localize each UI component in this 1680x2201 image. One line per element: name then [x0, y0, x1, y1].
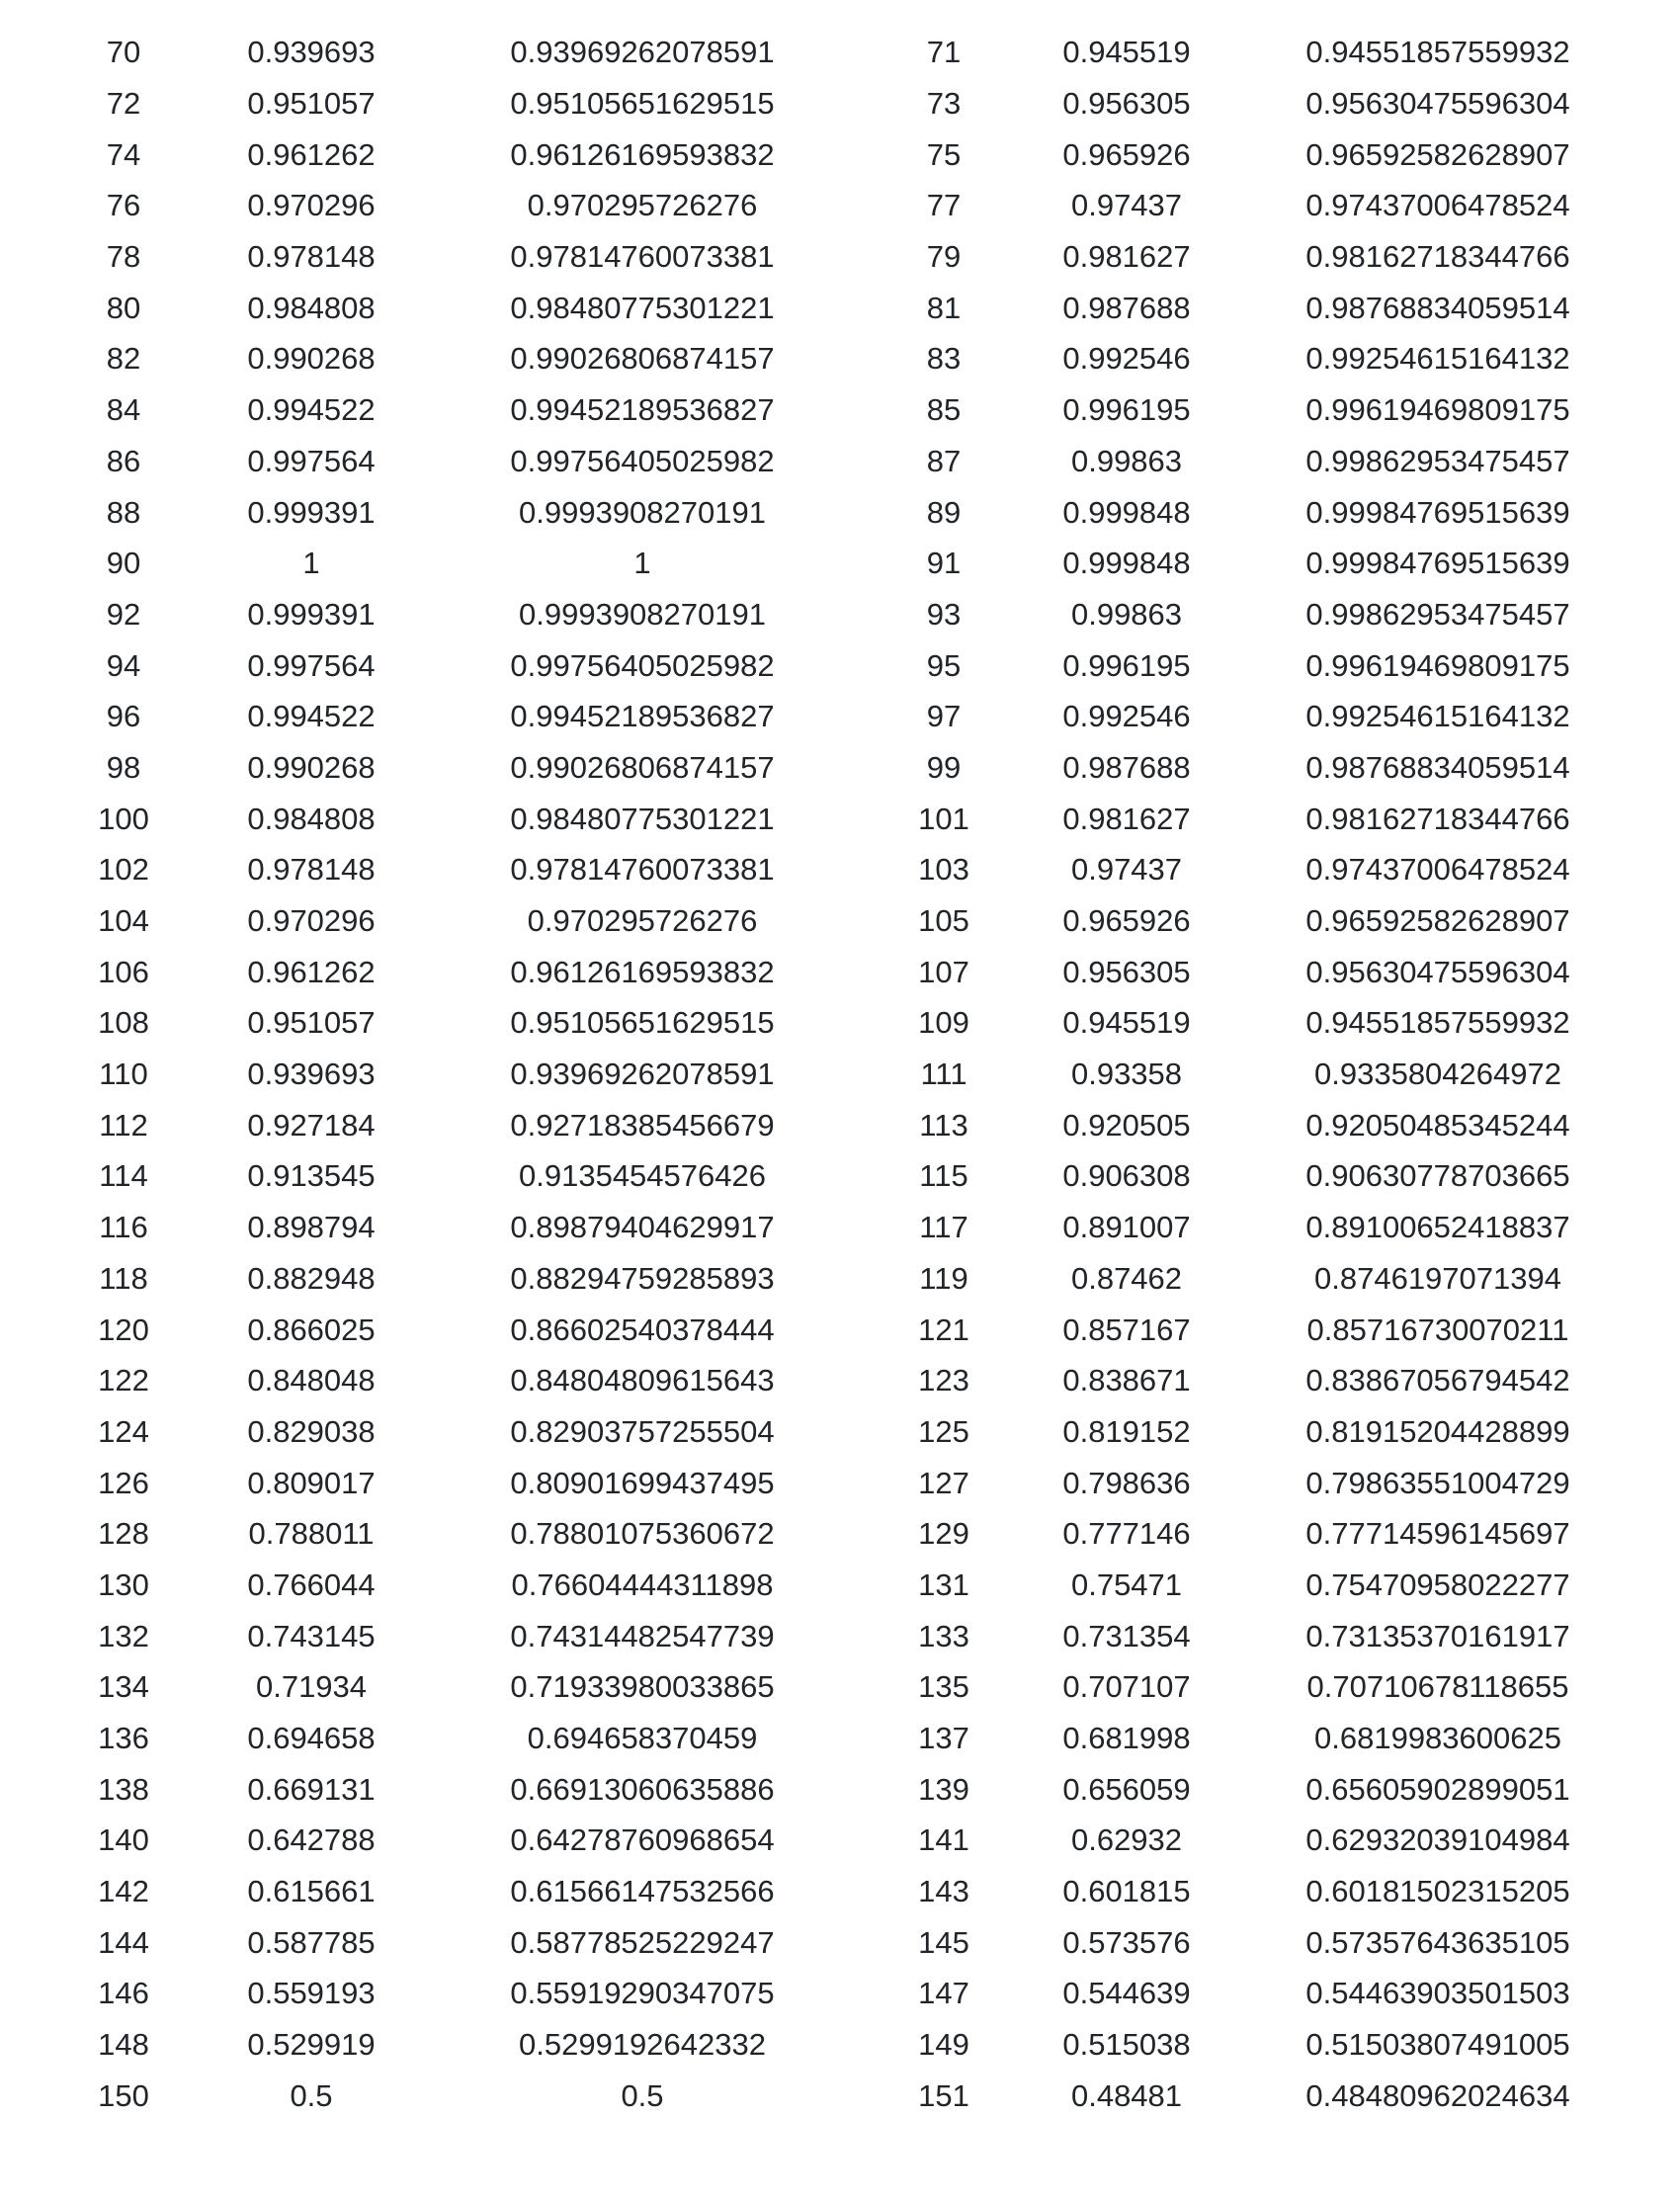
sin-full-cell-right: 0.92050485345244 [1305, 1107, 1570, 1143]
angle-cell-right: 149 [918, 2027, 969, 2063]
sin-rounded-cell-left: 0.5 [290, 2077, 333, 2113]
table-row [49, 1610, 1650, 1661]
table-row [49, 1508, 1650, 1560]
angle-cell-right: 73 [926, 86, 962, 122]
table-row [49, 793, 1650, 844]
angle-cell-left: 146 [98, 1976, 149, 2011]
angle-cell-left: 136 [98, 1721, 149, 1756]
sin-rounded-cell-left: 0.913545 [247, 1158, 376, 1194]
sin-rounded-cell-left: 0.848048 [247, 1363, 376, 1398]
angle-cell-left: 108 [98, 1005, 149, 1041]
angle-cell-left: 130 [98, 1566, 149, 1602]
sin-rounded-cell-right: 0.999848 [1062, 494, 1191, 530]
sin-rounded-cell-left: 0.999391 [247, 494, 376, 530]
sin-full-cell-right: 0.95630475596304 [1305, 954, 1570, 989]
sin-full-cell-left: 0.71933980033865 [510, 1669, 775, 1705]
table-row [49, 128, 1650, 180]
sin-full-cell-left: 0.9993908270191 [519, 596, 766, 632]
sin-full-cell-right: 0.94551857559932 [1305, 1005, 1570, 1041]
sin-rounded-cell-left: 0.961262 [247, 136, 376, 172]
sin-rounded-cell-left: 0.939693 [247, 35, 376, 70]
sin-full-cell-right: 0.99254615164132 [1305, 341, 1570, 377]
sin-rounded-cell-right: 0.956305 [1062, 86, 1191, 122]
sin-full-cell-left: 0.96126169593832 [510, 954, 775, 989]
angle-cell-right: 95 [926, 647, 962, 683]
sin-rounded-cell-right: 0.857167 [1062, 1312, 1191, 1347]
table-row [49, 1099, 1650, 1150]
angle-cell-left: 122 [98, 1363, 149, 1398]
angle-cell-left: 140 [98, 1822, 149, 1858]
sin-rounded-cell-right: 0.992546 [1062, 699, 1191, 734]
sin-rounded-cell-right: 0.999848 [1062, 546, 1191, 581]
sin-full-cell-right: 0.9335804264972 [1314, 1057, 1561, 1092]
table-row [49, 1866, 1650, 1917]
sin-rounded-cell-right: 0.965926 [1062, 903, 1191, 939]
angle-cell-left: 134 [98, 1669, 149, 1705]
angle-cell-right: 115 [919, 1158, 968, 1194]
angle-cell-left: 116 [99, 1210, 148, 1245]
table-row [49, 333, 1650, 384]
table-row [49, 1916, 1650, 1968]
table-row [49, 1713, 1650, 1764]
sin-rounded-cell-left: 0.694658 [247, 1721, 376, 1756]
sin-full-cell-right: 0.51503807491005 [1305, 2027, 1570, 2063]
table-row [49, 639, 1650, 691]
sin-full-cell-left: 0.9993908270191 [519, 494, 766, 530]
angle-cell-right: 133 [918, 1618, 969, 1653]
table-body [49, 27, 1650, 2121]
sin-full-cell-left: 0.98480775301221 [510, 290, 775, 325]
angle-cell-right: 91 [926, 546, 962, 581]
sin-full-cell-right: 0.6819983600625 [1314, 1721, 1561, 1756]
angle-cell-right: 127 [918, 1465, 969, 1500]
sin-rounded-cell-right: 0.48481 [1070, 2077, 1183, 2113]
sin-full-cell-right: 0.83867056794542 [1305, 1363, 1570, 1398]
angle-cell-left: 110 [99, 1057, 148, 1092]
sin-full-cell-right: 0.94551857559932 [1305, 35, 1570, 70]
sin-full-cell-right: 0.62932039104984 [1305, 1822, 1570, 1858]
sin-rounded-cell-left: 0.743145 [247, 1618, 376, 1653]
sin-full-cell-left: 0.76604444311898 [511, 1566, 774, 1602]
sin-full-cell-left: 0.97814760073381 [510, 239, 775, 275]
angle-cell-right: 137 [918, 1721, 969, 1756]
angle-cell-right: 85 [926, 392, 962, 428]
angle-cell-right: 125 [918, 1413, 969, 1449]
sin-rounded-cell-left: 0.615661 [247, 1874, 376, 1909]
sin-rounded-cell-right: 0.93358 [1070, 1057, 1183, 1092]
sin-rounded-cell-right: 0.992546 [1062, 341, 1191, 377]
table-row [49, 1763, 1650, 1815]
sin-full-cell-right: 0.48480962024634 [1305, 2077, 1570, 2113]
angle-cell-left: 118 [99, 1260, 148, 1296]
sine-value-table-page [0, 27, 1680, 2201]
angle-cell-right: 111 [920, 1057, 967, 1092]
table-row [49, 1049, 1650, 1100]
sin-rounded-cell-left: 0.642788 [247, 1822, 376, 1858]
sin-full-cell-right: 0.96592582628907 [1305, 136, 1570, 172]
sin-full-cell-left: 0.97814760073381 [510, 852, 775, 888]
sin-rounded-cell-right: 0.798636 [1062, 1465, 1191, 1500]
angle-cell-right: 135 [918, 1669, 969, 1705]
sin-full-cell-left: 0.5299192642332 [519, 2027, 766, 2063]
sin-full-cell-left: 0.694658370459 [527, 1721, 758, 1756]
angle-cell-right: 99 [926, 749, 962, 785]
sin-rounded-cell-left: 0.997564 [247, 443, 376, 478]
angle-cell-left: 144 [98, 1924, 149, 1960]
table-row [49, 1406, 1650, 1458]
sin-full-cell-left: 0.99756405025982 [510, 647, 775, 683]
sin-rounded-cell-right: 0.515038 [1062, 2027, 1191, 2063]
sin-full-cell-right: 0.99619469809175 [1305, 392, 1570, 428]
angle-cell-right: 87 [926, 443, 962, 478]
angle-cell-right: 107 [918, 954, 969, 989]
angle-cell-right: 147 [918, 1976, 969, 2011]
sin-rounded-cell-right: 0.956305 [1062, 954, 1191, 989]
sin-full-cell-right: 0.57357643635105 [1305, 1924, 1570, 1960]
sin-full-cell-right: 0.54463903501503 [1305, 1976, 1570, 2011]
table-row [49, 78, 1650, 129]
sin-full-cell-left: 0.99756405025982 [510, 443, 775, 478]
sin-rounded-cell-left: 0.898794 [247, 1210, 376, 1245]
angle-cell-right: 121 [918, 1312, 969, 1347]
sin-full-cell-right: 0.99619469809175 [1305, 647, 1570, 683]
sin-rounded-cell-left: 0.587785 [247, 1924, 376, 1960]
angle-cell-left: 96 [106, 699, 141, 734]
table-row [49, 691, 1650, 742]
table-row [49, 27, 1650, 78]
angle-cell-right: 119 [919, 1260, 968, 1296]
sin-rounded-cell-right: 0.891007 [1062, 1210, 1191, 1245]
sin-full-cell-right: 0.97437006478524 [1305, 852, 1570, 888]
sin-rounded-cell-right: 0.99863 [1070, 443, 1183, 478]
angle-cell-left: 76 [106, 188, 141, 223]
table-row [49, 1202, 1650, 1253]
sin-full-cell-right: 0.60181502315205 [1305, 1874, 1570, 1909]
angle-cell-left: 132 [98, 1618, 149, 1653]
sin-full-cell-right: 0.96592582628907 [1305, 903, 1570, 939]
sin-full-cell-left: 0.89879404629917 [510, 1210, 775, 1245]
sin-full-cell-left: 0.55919290347075 [510, 1976, 775, 2011]
sin-full-cell-left: 0.82903757255504 [510, 1413, 775, 1449]
sin-rounded-cell-left: 0.984808 [247, 290, 376, 325]
sin-full-cell-right: 0.99984769515639 [1305, 494, 1570, 530]
sin-full-cell-right: 0.89100652418837 [1305, 1210, 1570, 1245]
sin-full-cell-left: 0.84804809615643 [510, 1363, 775, 1398]
sin-rounded-cell-left: 0.529919 [247, 2027, 376, 2063]
table-row [49, 1253, 1650, 1305]
angle-cell-left: 138 [98, 1771, 149, 1807]
table-row [49, 589, 1650, 640]
sin-rounded-cell-right: 0.965926 [1062, 136, 1191, 172]
sin-rounded-cell-right: 0.987688 [1062, 749, 1191, 785]
table-row [49, 282, 1650, 333]
angle-cell-right: 103 [918, 852, 969, 888]
sin-rounded-cell-left: 0.939693 [247, 1057, 376, 1092]
angle-cell-left: 126 [98, 1465, 149, 1500]
sin-full-cell-left: 0.99452189536827 [510, 699, 775, 734]
table-row [49, 1457, 1650, 1508]
table-row [49, 844, 1650, 895]
sin-full-cell-left: 0.95105651629515 [510, 1005, 775, 1041]
angle-cell-left: 102 [98, 852, 149, 888]
angle-cell-right: 143 [918, 1874, 969, 1909]
sin-rounded-cell-right: 0.996195 [1062, 647, 1191, 683]
angle-cell-left: 120 [98, 1312, 149, 1347]
angle-cell-left: 84 [106, 392, 141, 428]
sin-full-cell-left: 0.970295726276 [527, 188, 758, 223]
sin-full-cell-left: 0.98480775301221 [510, 801, 775, 836]
angle-cell-left: 98 [106, 749, 141, 785]
table-row [49, 384, 1650, 436]
table-row [49, 486, 1650, 538]
angle-cell-right: 89 [926, 494, 962, 530]
sin-full-cell-left: 0.66913060635886 [510, 1771, 775, 1807]
angle-cell-left: 150 [98, 2077, 149, 2113]
table-row [49, 742, 1650, 794]
sin-rounded-cell-left: 0.809017 [247, 1465, 376, 1500]
angle-cell-right: 97 [926, 699, 962, 734]
angle-cell-right: 77 [926, 188, 962, 223]
table-row [49, 1968, 1650, 2019]
sin-full-cell-right: 0.75470958022277 [1305, 1566, 1570, 1602]
sin-rounded-cell-right: 0.819152 [1062, 1413, 1191, 1449]
table-row [49, 1150, 1650, 1202]
sin-rounded-cell-right: 0.731354 [1062, 1618, 1191, 1653]
angle-cell-left: 100 [98, 801, 149, 836]
angle-cell-left: 142 [98, 1874, 149, 1909]
sin-rounded-cell-left: 0.951057 [247, 86, 376, 122]
sin-rounded-cell-left: 0.669131 [247, 1771, 376, 1807]
sin-full-cell-right: 0.65605902899051 [1305, 1771, 1570, 1807]
sin-rounded-cell-right: 0.981627 [1062, 239, 1191, 275]
sin-full-cell-right: 0.99862953475457 [1305, 596, 1570, 632]
sin-rounded-cell-right: 0.987688 [1062, 290, 1191, 325]
angle-cell-left: 128 [98, 1516, 149, 1552]
sin-rounded-cell-right: 0.99863 [1070, 596, 1183, 632]
angle-cell-left: 94 [106, 647, 141, 683]
sin-rounded-cell-right: 0.544639 [1062, 1976, 1191, 2011]
sin-full-cell-right: 0.98162718344766 [1305, 239, 1570, 275]
table-row [49, 2071, 1650, 2122]
table-row [49, 1355, 1650, 1406]
angle-cell-left: 114 [99, 1158, 148, 1194]
sin-full-cell-right: 0.98162718344766 [1305, 801, 1570, 836]
sin-full-cell-right: 0.99254615164132 [1305, 699, 1570, 734]
sin-rounded-cell-right: 0.97437 [1070, 852, 1183, 888]
sin-full-cell-left: 0.86602540378444 [510, 1312, 775, 1347]
angle-cell-right: 105 [918, 903, 969, 939]
sin-rounded-cell-right: 0.573576 [1062, 1924, 1191, 1960]
angle-cell-right: 145 [918, 1924, 969, 1960]
sin-full-cell-left: 0.58778525229247 [510, 1924, 775, 1960]
angle-cell-left: 104 [98, 903, 149, 939]
sin-full-cell-right: 0.97437006478524 [1305, 188, 1570, 223]
sin-rounded-cell-left: 1 [302, 546, 320, 581]
sin-rounded-cell-right: 0.681998 [1062, 1721, 1191, 1756]
angle-cell-left: 86 [106, 443, 141, 478]
angle-cell-left: 92 [106, 596, 141, 632]
sin-full-cell-right: 0.81915204428899 [1305, 1413, 1570, 1449]
angle-cell-left: 72 [106, 86, 141, 122]
sin-full-cell-left: 0.74314482547739 [510, 1618, 775, 1653]
sin-rounded-cell-right: 0.97437 [1070, 188, 1183, 223]
sin-full-cell-left: 0.80901699437495 [510, 1465, 775, 1500]
sin-full-cell-right: 0.79863551004729 [1305, 1465, 1570, 1500]
sin-full-cell-left: 0.99026806874157 [510, 749, 775, 785]
sin-full-cell-left: 0.5 [621, 2077, 664, 2113]
table-row [49, 946, 1650, 997]
sin-full-cell-right: 0.8746197071394 [1314, 1260, 1561, 1296]
sin-full-cell-left: 0.96126169593832 [510, 136, 775, 172]
sin-rounded-cell-right: 0.838671 [1062, 1363, 1191, 1398]
table-row [49, 180, 1650, 231]
sin-full-cell-left: 0.99026806874157 [510, 341, 775, 377]
sin-full-cell-left: 0.78801075360672 [510, 1516, 775, 1552]
sin-rounded-cell-right: 0.945519 [1062, 1005, 1191, 1041]
angle-cell-left: 78 [106, 239, 141, 275]
sin-full-cell-left: 0.61566147532566 [510, 1874, 775, 1909]
angle-cell-right: 71 [926, 35, 962, 70]
sin-full-cell-left: 0.88294759285893 [510, 1260, 775, 1296]
sin-rounded-cell-left: 0.984808 [247, 801, 376, 836]
sin-full-cell-right: 0.70710678118655 [1306, 1669, 1569, 1705]
sin-rounded-cell-left: 0.788011 [248, 1516, 375, 1552]
table-row [49, 895, 1650, 947]
sin-rounded-cell-left: 0.927184 [247, 1107, 376, 1143]
sin-rounded-cell-left: 0.866025 [247, 1312, 376, 1347]
sin-rounded-cell-right: 0.920505 [1062, 1107, 1191, 1143]
sin-rounded-cell-right: 0.777146 [1062, 1516, 1191, 1552]
angle-cell-right: 109 [918, 1005, 969, 1041]
sin-rounded-cell-right: 0.87462 [1070, 1260, 1183, 1296]
table-row [49, 1560, 1650, 1611]
sin-rounded-cell-left: 0.71934 [255, 1669, 368, 1705]
sin-full-cell-right: 0.77714596145697 [1305, 1516, 1570, 1552]
table-row [49, 1304, 1650, 1355]
angle-cell-left: 112 [99, 1107, 148, 1143]
sin-rounded-cell-left: 0.994522 [247, 392, 376, 428]
sin-rounded-cell-left: 0.978148 [247, 239, 376, 275]
sin-full-cell-right: 0.95630475596304 [1305, 86, 1570, 122]
sin-rounded-cell-left: 0.829038 [247, 1413, 376, 1449]
angle-cell-right: 83 [926, 341, 962, 377]
sin-rounded-cell-left: 0.766044 [247, 1566, 376, 1602]
sin-rounded-cell-right: 0.981627 [1062, 801, 1191, 836]
angle-cell-right: 141 [918, 1822, 969, 1858]
sin-full-cell-left: 0.9135454576426 [519, 1158, 766, 1194]
sin-full-cell-left: 0.99452189536827 [510, 392, 775, 428]
sin-rounded-cell-left: 0.990268 [247, 341, 376, 377]
table-row [49, 538, 1650, 589]
sin-full-cell-right: 0.90630778703665 [1305, 1158, 1570, 1194]
sine-values-table [49, 27, 1650, 2121]
sin-rounded-cell-right: 0.75471 [1070, 1566, 1183, 1602]
sin-full-cell-right: 0.85716730070211 [1306, 1312, 1569, 1347]
table-row [49, 231, 1650, 283]
angle-cell-right: 129 [918, 1516, 969, 1552]
sin-rounded-cell-right: 0.945519 [1062, 35, 1191, 70]
angle-cell-right: 151 [918, 2077, 969, 2113]
table-row [49, 1661, 1650, 1713]
sin-full-cell-left: 0.970295726276 [527, 903, 758, 939]
angle-cell-right: 131 [918, 1566, 969, 1602]
sin-rounded-cell-left: 0.961262 [247, 954, 376, 989]
table-row [49, 1815, 1650, 1866]
angle-cell-left: 124 [98, 1413, 149, 1449]
angle-cell-left: 106 [98, 954, 149, 989]
sin-rounded-cell-left: 0.990268 [247, 749, 376, 785]
angle-cell-right: 113 [919, 1107, 968, 1143]
sin-rounded-cell-left: 0.994522 [247, 699, 376, 734]
angle-cell-left: 90 [106, 546, 141, 581]
angle-cell-right: 93 [926, 596, 962, 632]
sin-rounded-cell-left: 0.882948 [247, 1260, 376, 1296]
sin-full-cell-left: 0.64278760968654 [510, 1822, 775, 1858]
sin-rounded-cell-right: 0.906308 [1062, 1158, 1191, 1194]
sin-rounded-cell-right: 0.707107 [1062, 1669, 1191, 1705]
sin-rounded-cell-left: 0.951057 [247, 1005, 376, 1041]
sin-rounded-cell-left: 0.559193 [247, 1976, 376, 2011]
angle-cell-right: 101 [918, 801, 969, 836]
angle-cell-left: 74 [106, 136, 141, 172]
angle-cell-right: 139 [918, 1771, 969, 1807]
table-row [49, 997, 1650, 1049]
angle-cell-right: 81 [926, 290, 962, 325]
sin-full-cell-left: 0.92718385456679 [510, 1107, 775, 1143]
sin-full-cell-left: 1 [633, 546, 651, 581]
angle-cell-left: 70 [106, 35, 141, 70]
sin-full-cell-right: 0.99984769515639 [1305, 546, 1570, 581]
sin-rounded-cell-right: 0.601815 [1062, 1874, 1191, 1909]
sin-full-cell-left: 0.93969262078591 [510, 1057, 775, 1092]
angle-cell-right: 117 [919, 1210, 968, 1245]
angle-cell-right: 79 [926, 239, 962, 275]
sin-rounded-cell-left: 0.997564 [247, 647, 376, 683]
sin-rounded-cell-left: 0.970296 [247, 188, 376, 223]
angle-cell-left: 80 [106, 290, 141, 325]
sin-full-cell-right: 0.98768834059514 [1305, 749, 1570, 785]
angle-cell-left: 148 [98, 2027, 149, 2063]
table-row [49, 2019, 1650, 2071]
sin-full-cell-right: 0.99862953475457 [1305, 443, 1570, 478]
sin-full-cell-right: 0.98768834059514 [1305, 290, 1570, 325]
sin-rounded-cell-right: 0.62932 [1070, 1822, 1183, 1858]
angle-cell-right: 75 [926, 136, 962, 172]
sin-rounded-cell-left: 0.999391 [247, 596, 376, 632]
sin-rounded-cell-left: 0.970296 [247, 903, 376, 939]
sin-rounded-cell-left: 0.978148 [247, 852, 376, 888]
sin-rounded-cell-right: 0.996195 [1062, 392, 1191, 428]
sin-full-cell-left: 0.95105651629515 [510, 86, 775, 122]
sin-full-cell-left: 0.93969262078591 [510, 35, 775, 70]
table-row [49, 436, 1650, 487]
angle-cell-right: 123 [918, 1363, 969, 1398]
sin-full-cell-right: 0.73135370161917 [1305, 1618, 1570, 1653]
angle-cell-left: 82 [106, 341, 141, 377]
angle-cell-left: 88 [106, 494, 141, 530]
sin-rounded-cell-right: 0.656059 [1062, 1771, 1191, 1807]
